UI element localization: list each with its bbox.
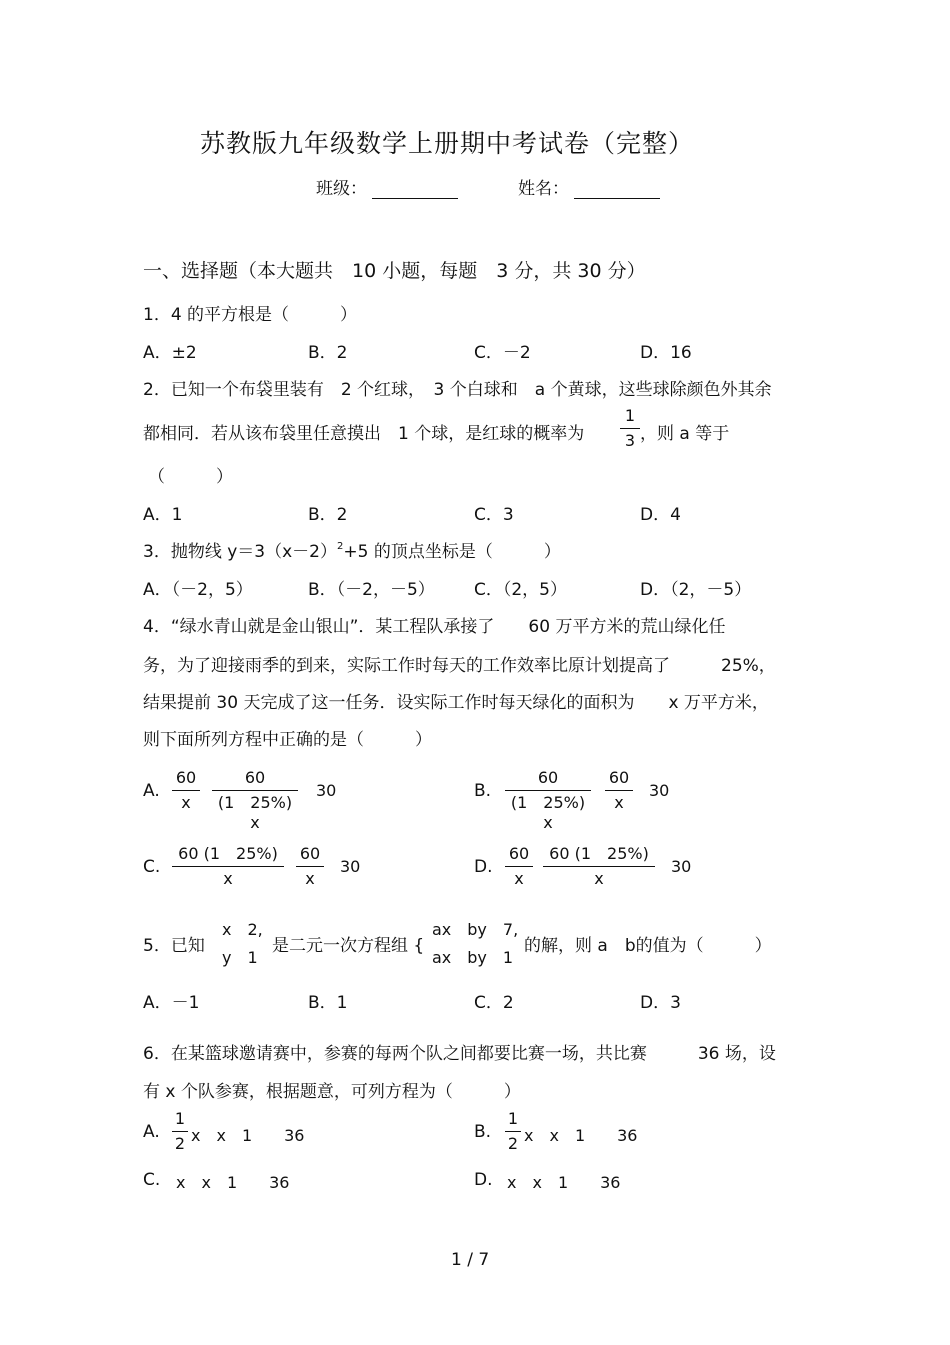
q1-option-b: B．2: [308, 343, 348, 363]
q4-a-f2-denominator: (1 25%) x: [217, 793, 293, 832]
q1-option-d: D．16: [640, 343, 692, 363]
q4-b-f1-numerator: 60: [537, 768, 559, 787]
name-label: 姓名：: [518, 179, 569, 199]
q5-stem-b: 是二元一次方程组 {: [272, 936, 425, 956]
q2-line2b: ，则 a 等于: [640, 424, 730, 444]
q4-a-f2-bar: [212, 790, 298, 791]
q5-equation-2: ax by 1: [432, 948, 514, 967]
q4-b-fraction-1: [505, 768, 591, 833]
q4-a-f1-numerator: 60: [175, 768, 197, 787]
q2-line3: （ ）: [148, 467, 233, 487]
q1-stem: 1．4 的平方根是（ ）: [143, 305, 358, 325]
name-field: [518, 174, 660, 199]
q2-option-a: A．1: [143, 505, 183, 525]
q2-frac-numerator: 1: [624, 406, 636, 425]
q3-option-a: A．（－2，5）: [143, 580, 253, 600]
q6-a-expression: x x 1 36: [191, 1126, 305, 1145]
q4-c-fraction-2: [296, 844, 324, 889]
q6-a-numerator: 1: [174, 1109, 186, 1128]
q5-option-b: B．1: [308, 993, 348, 1013]
q6-option-b-label: B.: [474, 1122, 492, 1142]
q4-c-f1-bar: [172, 866, 284, 867]
q4-line2: 务，为了迎接雨季的到来，实际工作时每天的工作效率比原计划提高了 25%，: [143, 656, 776, 676]
q4-b-f1-denominator: (1 25%) x: [510, 793, 586, 832]
q6-d-expression: x x 1 36: [507, 1173, 621, 1192]
q6-option-d-label: D.: [474, 1170, 493, 1190]
q4-line4: 则下面所列方程中正确的是（ ）: [143, 730, 432, 750]
q4-b-f2-bar: [605, 790, 633, 791]
q6-b-bar: [505, 1131, 521, 1132]
q4-a-f1-bar: [172, 790, 200, 791]
q4-d-fraction-1: [505, 844, 533, 889]
q4-c-f2-denominator: x: [305, 869, 315, 888]
q2-line2a: 都相同．若从该布袋里任意摸出 1 个球，是红球的概率为: [143, 424, 585, 444]
q6-line1: 6．在某篮球邀请赛中，参赛的每两个队之间都要比赛一场，共比赛 36 场，设: [143, 1044, 776, 1064]
class-label: 班级：: [316, 179, 367, 199]
q4-a-f2-numerator: 60: [244, 768, 266, 787]
q3-stem: [143, 537, 561, 562]
q2-frac-bar: [620, 428, 640, 429]
q4-line1: 4．“绿水青山就是金山银山”．某工程队承接了 60 万平方米的荒山绿化任: [143, 617, 726, 637]
q3-option-c: C．（2，5）: [474, 580, 568, 600]
section-heading: 一、选择题（本大题共 10 小题，每题 3 分，共 30 分）: [143, 260, 646, 282]
class-field: [316, 174, 458, 199]
q4-option-a-label: A.: [143, 781, 160, 801]
q5-stem-c: 的解，则 a b的值为（ ）: [524, 936, 772, 956]
q2-option-c: C．3: [474, 505, 514, 525]
q2-line1: 2．已知一个布袋里装有 2 个红球， 3 个白球和 a 个黄球，这些球除颜色外其余: [143, 380, 772, 400]
page-title: 苏教版九年级数学上册期中考试卷（完整）: [200, 129, 695, 158]
q3-option-b: B．（－2，－5）: [308, 580, 435, 600]
q4-d-fraction-2: [543, 844, 655, 889]
q4-a-f1-denominator: x: [181, 793, 191, 812]
q1-option-c: C．－2: [474, 343, 531, 363]
q4-a-fraction-2: [212, 768, 298, 833]
q6-c-expression: x x 1 36: [176, 1173, 290, 1192]
q5-solution-y: y 1: [222, 948, 258, 967]
q6-b-numerator: 1: [507, 1109, 519, 1128]
q3-superscript: 2: [336, 541, 344, 552]
q5-solution-x: x 2,: [222, 920, 263, 939]
q3-stem-b: +5 的顶点坐标是（ ）: [343, 542, 561, 562]
q5-equation-1: ax by 7,: [432, 920, 519, 939]
q4-line3: 结果提前 30 天完成了这一任务．设实际工作时每天绿化的面积为 x 万平方米，: [143, 693, 769, 713]
q6-line2: 有 x 个队参赛，根据题意，可列方程为（ ）: [143, 1082, 521, 1102]
q4-b-rhs: 30: [649, 781, 670, 800]
q4-b-f2-numerator: 60: [608, 768, 630, 787]
class-blank: [372, 180, 458, 199]
q4-a-fraction-1: [172, 768, 200, 813]
q6-option-c-label: C.: [143, 1170, 161, 1190]
q4-d-f2-numerator: 60 (1 25%): [549, 844, 649, 863]
q6-a-denominator: 2: [174, 1134, 186, 1153]
q4-b-f2-denominator: x: [614, 793, 624, 812]
q4-d-f1-bar: [505, 866, 533, 867]
q5-stem-a: 5．已知: [143, 936, 205, 956]
q4-option-c-label: C.: [143, 857, 161, 877]
q5-option-c: C．2: [474, 993, 514, 1013]
q4-d-f2-bar: [543, 866, 655, 867]
q4-b-fraction-2: [605, 768, 633, 813]
q4-d-f1-numerator: 60: [508, 844, 530, 863]
q4-b-f1-bar: [505, 790, 591, 791]
q2-fraction: [620, 406, 640, 451]
q6-option-a-label: A.: [143, 1122, 160, 1142]
q6-b-fraction: [505, 1109, 521, 1154]
q4-option-d-label: D.: [474, 857, 493, 877]
q4-d-f2-denominator: x: [594, 869, 604, 888]
q4-a-rhs: 30: [316, 781, 337, 800]
q6-a-fraction: [172, 1109, 188, 1154]
q4-c-fraction-1: [172, 844, 284, 889]
q3-option-d: D．（2，－5）: [640, 580, 752, 600]
q4-d-rhs: 30: [671, 857, 692, 876]
q5-option-a: A．－1: [143, 993, 200, 1013]
q5-option-d: D．3: [640, 993, 681, 1013]
q4-c-f1-denominator: x: [223, 869, 233, 888]
q2-frac-denominator: 3: [624, 431, 636, 450]
q1-option-a: A．±2: [143, 343, 197, 363]
q4-c-rhs: 30: [340, 857, 361, 876]
page-number: 1 / 7: [451, 1250, 490, 1270]
name-blank: [574, 180, 660, 199]
q6-b-denominator: 2: [507, 1134, 519, 1153]
q6-b-expression: x x 1 36: [524, 1126, 638, 1145]
q4-c-f1-numerator: 60 (1 25%): [178, 844, 278, 863]
q2-option-b: B．2: [308, 505, 348, 525]
q2-option-d: D．4: [640, 505, 681, 525]
q3-stem-a: 3．抛物线 y＝3（x－2）: [143, 542, 337, 562]
q4-d-f1-denominator: x: [514, 869, 524, 888]
q4-option-b-label: B.: [474, 781, 492, 801]
q6-a-bar: [172, 1131, 188, 1132]
q4-c-f2-bar: [296, 866, 324, 867]
q4-c-f2-numerator: 60: [299, 844, 321, 863]
